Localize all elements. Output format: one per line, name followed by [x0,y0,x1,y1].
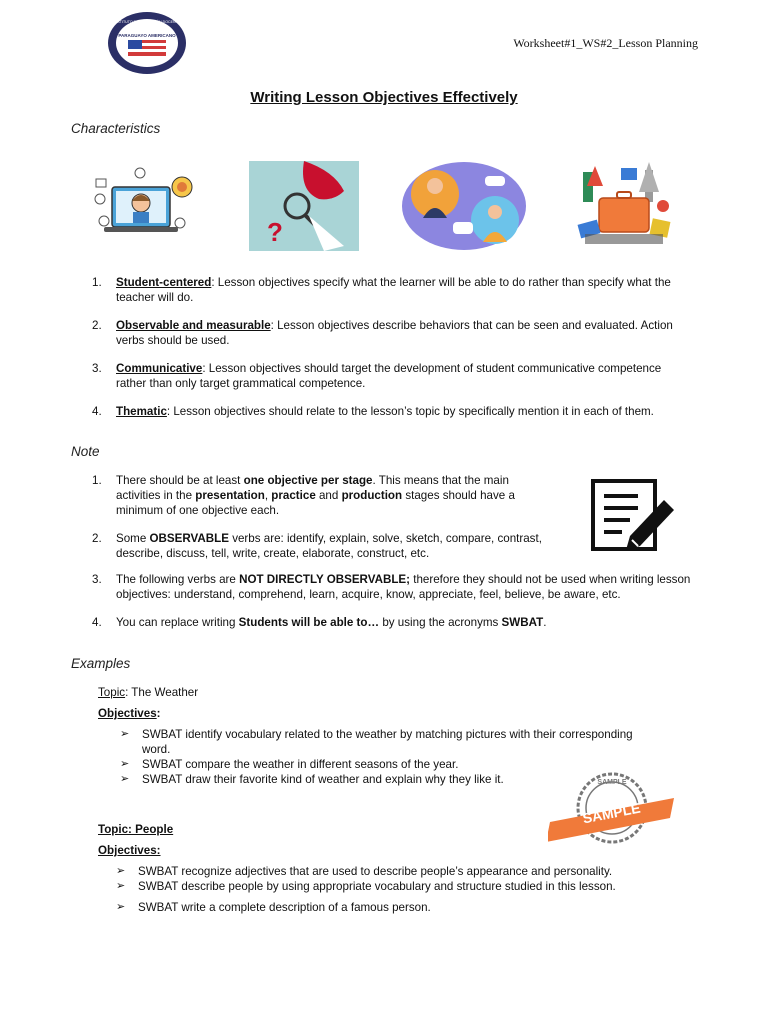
question-mark-icon: ? [267,217,283,247]
list-item: 2. Some OBSERVABLE verbs are: identify, explain, solve, sketch, compare, contrast, describe, discuss, tell, write, create, elaborate, construct, etc. [92,532,542,560]
worksheet-reference: Worksheet#1_WS#2_Lesson Planning [513,36,698,50]
list-item: ➢ SWBAT compare the weather in different seasons of the year. [120,758,459,771]
list-item: ➢ SWBAT draw their favorite kind of weather and explain why they like it. [120,773,504,786]
list-item: 4. Thematic: Lesson objectives should relate to the lesson’s topic by specifically mention it in each of them. [92,405,654,418]
list-item: 2. Observable and measurable: Lesson objectives describe behaviors that can be seen and evaluated. Action verbs should be used. [92,319,673,347]
examples-heading: Examples [71,656,131,671]
characteristics-heading: Characteristics [71,121,161,136]
list-item: 3. The following verbs are NOT DIRECTLY OBSERVABLE; therefore they should not be used when writing lesson objectives: understand, comprehend, learn, acquire, know, appreciate, feel, believe, be aware, etc. [92,573,691,601]
note-list-b [92,572,696,642]
stamp-text: SAMPLE [581,799,642,827]
logo-ring-text: INSTITUTO DE FORMACIÓN DOCENTE [113,20,181,24]
example2-objectives [116,864,676,915]
arrow-bullet-icon: ➢ [120,758,130,770]
people-chatting-illustration [401,160,527,252]
term-thematic: Thematic [116,405,167,418]
list-item: 4. You can replace writing Students will be able to… by using the acronyms SWBAT. [92,616,547,629]
arrow-bullet-icon: ➢ [120,728,130,740]
page-title: Writing Lesson Objectives Effectively [250,89,518,106]
travel-suitcase-illustration [575,162,673,250]
term-communicative: Communicative [116,362,203,375]
characteristics-list [92,275,692,431]
term-observable: Observable and measurable [116,319,271,332]
list-item: ➢ SWBAT write a complete description of a famous person. [116,901,431,914]
list-item: ➢ SWBAT recognize adjectives that are used to describe people’s appearance and personality. [116,865,613,878]
note-list-a [92,473,552,573]
arrow-bullet-icon: ➢ [116,865,126,877]
institute-logo [106,10,188,76]
arrow-bullet-icon: ➢ [116,880,126,892]
list-item: 1. There should be at least one objective per stage. This means that the main activities in the presentation, practice and production stages should have a minimum of one objective each. [92,474,515,517]
arrow-bullet-icon: ➢ [120,773,130,785]
logo-mid-text: PARAGUAYO AMERICANO [118,33,176,38]
example2-topic: Topic: People [98,823,174,836]
note-heading: Note [71,444,100,459]
term-student-centered: Student-centered [116,276,212,289]
list-item: ➢ SWBAT identify vocabulary related to the weather by matching pictures with their corresponding word. [120,728,633,756]
example1-topic: Topic: The Weather [98,686,199,699]
stamp-ring-text: SAMPLE [597,779,627,786]
arrow-bullet-icon: ➢ [116,901,126,913]
list-item: 3. Communicative: Lesson objectives should target the development of student communicative competence rather than only target grammatical competence. [92,362,662,390]
example2-objectives-label: Objectives: [98,844,161,857]
document-pencil-icon [590,478,678,552]
list-item: 1. Student-centered: Lesson objectives specify what the learner will be able to do rather than specify what the teacher will do. [92,276,671,304]
list-item: ➢ SWBAT describe people by using appropriate vocabulary and structure studied in this lesson. [116,880,616,893]
example1-objectives-label: Objectives: [98,707,161,720]
magnifier-question-illustration [249,161,359,251]
sample-stamp [548,770,678,846]
student-laptop-illustration [92,165,194,243]
